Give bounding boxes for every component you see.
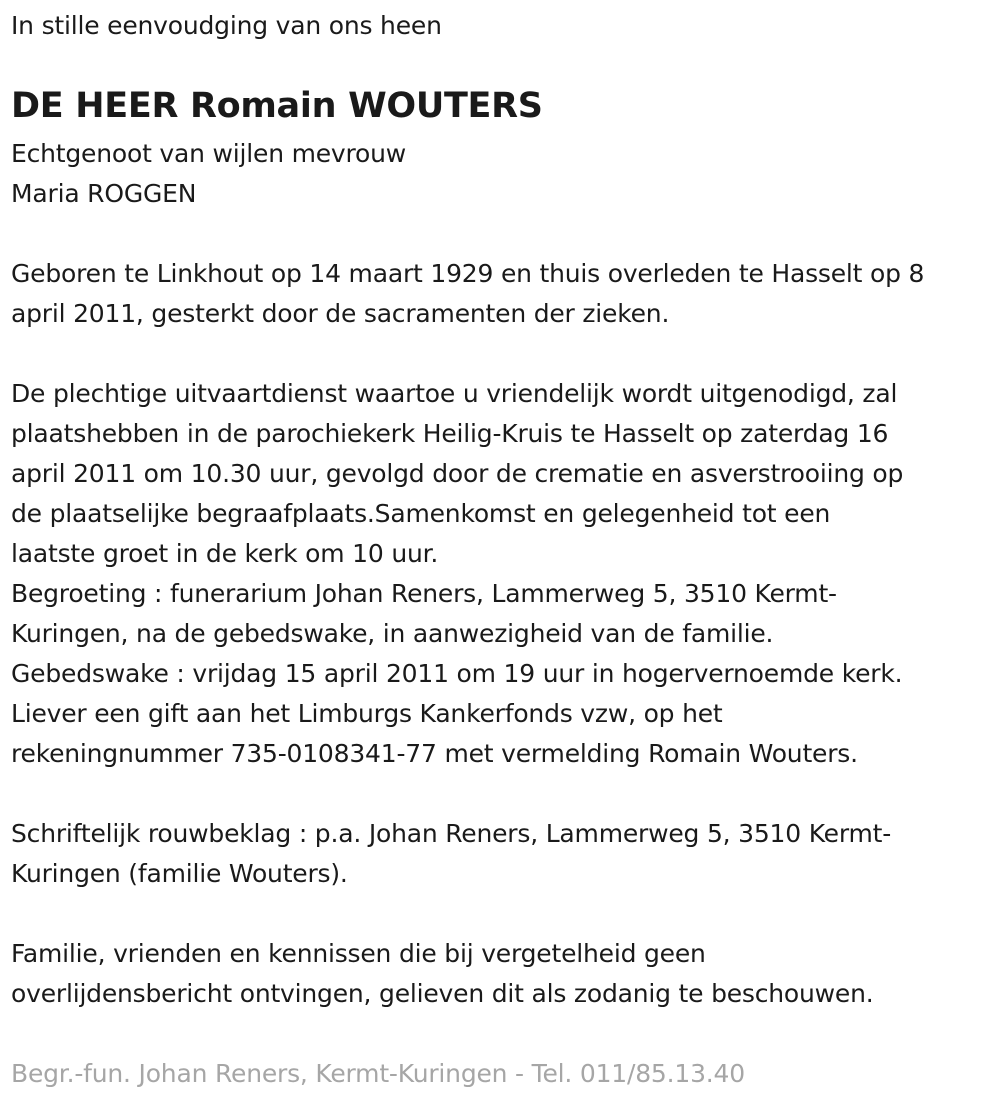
intro-line: In stille eenvoudging van ons heen xyxy=(11,11,442,40)
spouse-line: Maria ROGGEN xyxy=(11,179,197,208)
birth-death-paragraph xyxy=(11,254,924,334)
spouse-block xyxy=(11,134,406,214)
text-line: Liever een gift aan het Limburgs Kankerfonds vzw, op het xyxy=(11,699,723,728)
text-line: Gebedswake : vrijdag 15 april 2011 om 19 uur in hogervernoemde kerk. xyxy=(11,659,903,688)
text-line: Kuringen (familie Wouters). xyxy=(11,859,348,888)
text-line: laatste groet in de kerk om 10 uur. xyxy=(11,539,439,568)
family-paragraph xyxy=(11,934,874,1014)
text-line: Kuringen, na de gebedswake, in aanwezigheid van de familie. xyxy=(11,619,774,648)
text-line: de plaatselijke begraafplaats.Samenkomst en gelegenheid tot een xyxy=(11,499,831,528)
funeral-home-footer: Begr.-fun. Johan Reners, Kermt-Kuringen - Tel. 011/85.13.40 xyxy=(11,1059,745,1088)
text-line: plaatshebben in de parochiekerk Heilig-Kruis te Hasselt op zaterdag 16 xyxy=(11,419,889,448)
text-line: Geboren te Linkhout op 14 maart 1929 en thuis overleden te Hasselt op 8 xyxy=(11,259,925,288)
text-line: De plechtige uitvaartdienst waartoe u vriendelijk wordt uitgenodigd, zal xyxy=(11,379,898,408)
condolence-paragraph xyxy=(11,814,891,894)
text-line: Schriftelijk rouwbeklag : p.a. Johan Reners, Lammerweg 5, 3510 Kermt- xyxy=(11,819,892,848)
text-line: rekeningnummer 735-0108341-77 met vermelding Romain Wouters. xyxy=(11,739,858,768)
text-line: Begroeting : funerarium Johan Reners, Lammerweg 5, 3510 Kermt- xyxy=(11,579,837,608)
text-line: april 2011 om 10.30 uur, gevolgd door de crematie en asverstrooiing op xyxy=(11,459,904,488)
text-line: Familie, vrienden en kennissen die bij vergetelheid geen xyxy=(11,939,706,968)
text-line: april 2011, gesterkt door de sacramenten der zieken. xyxy=(11,299,670,328)
funeral-service-paragraph xyxy=(11,374,903,774)
deceased-name: DE HEER Romain WOUTERS xyxy=(11,86,543,126)
spouse-line: Echtgenoot van wijlen mevrouw xyxy=(11,139,407,168)
text-line: overlijdensbericht ontvingen, gelieven dit als zodanig te beschouwen. xyxy=(11,979,874,1008)
